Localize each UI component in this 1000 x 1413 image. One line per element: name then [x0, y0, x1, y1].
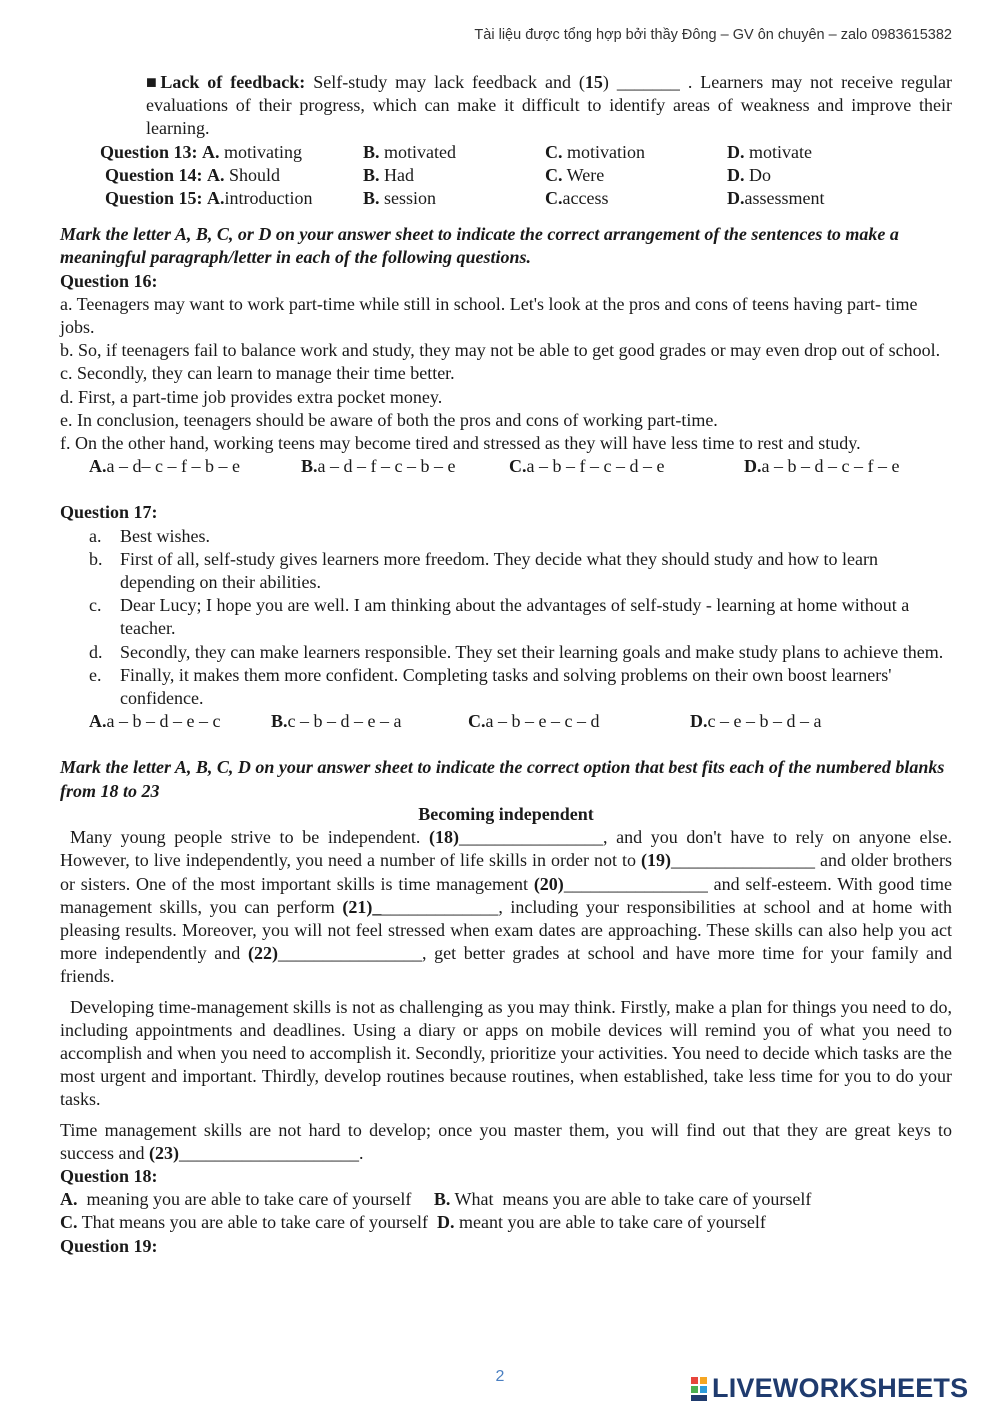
blank-number: (19): [641, 850, 672, 871]
q16-b-letter: B.: [301, 456, 318, 477]
q15-a-letter: A.: [207, 188, 225, 209]
q17-d-letter: D.: [690, 711, 708, 732]
q13-b-letter: B.: [363, 141, 380, 162]
q14-option-d: Do: [744, 164, 771, 185]
page-header: Tài liệu được tổng hợp bởi thầy Đông – GV ôn chuyên – zalo 0983615382: [474, 27, 952, 43]
question-15-label: Question 15:: [105, 188, 203, 209]
q18-option-a: meaning you are able to take care of yourself: [77, 1189, 434, 1210]
q17-option-d: c – e – b – d – a: [707, 711, 822, 732]
q18-c-letter: C.: [60, 1212, 78, 1233]
q17-options: [89, 710, 952, 733]
feedback-text-before: Self-study may lack feedback and (: [305, 72, 585, 92]
passage-text-segment: Many young people strive to be independent.: [70, 827, 429, 848]
q17-label-e: e.: [89, 664, 102, 685]
q13-option-c: motivation: [562, 141, 645, 162]
q13-option-a: motivating: [219, 141, 303, 162]
q17-text-d: Secondly, they can make learners responsible. They set their learning goals and make study plans to achieve them.: [120, 641, 944, 662]
passage-text-segment: ________________ and self-esteem. With good time management skills, you can perform: [60, 873, 953, 917]
q14-option-c: Were: [562, 164, 605, 185]
liveworksheets-logo: [690, 1374, 968, 1404]
q15-option-c: access: [562, 188, 609, 209]
q16-option-b: a – d – f – c – b – e: [317, 456, 456, 477]
question-15-row: [100, 187, 952, 210]
q17-sentence-a: [89, 525, 952, 548]
q16-option-c: a – b – f – c – d – e: [526, 456, 665, 477]
q13-a-letter: A.: [202, 141, 220, 162]
question-19-title: Question 19:: [60, 1235, 158, 1256]
q13-option-b: motivated: [379, 141, 456, 162]
q17-b-letter: B.: [271, 711, 288, 732]
q16-sentence-b: b. So, if teenagers fail to balance work and study, they may not be able to get good grades or may even drop out of school.: [60, 340, 941, 361]
blank-number: (22): [247, 943, 278, 964]
q16-sentence-d: d. First, a part-time job provides extra pocket money.: [60, 386, 443, 407]
liveworksheets-wordmark: LIVEWORKSHEETS: [712, 1373, 969, 1404]
liveworksheets-mark-icon: [690, 1376, 708, 1402]
q15-c-letter: C.: [545, 188, 563, 209]
q15-option-b: session: [379, 188, 437, 209]
q15-option-d: assessment: [744, 188, 825, 209]
q17-text-b: First of all, self-study gives learners more freedom. They decide what they should study and how to learn depending on their abilities.: [120, 548, 878, 593]
q17-text-c: Dear Lucy; I hope you are well. I am thinking about the advantages of self-study - learning at home without a teacher.: [120, 595, 910, 639]
q17-label-c: c.: [89, 595, 102, 616]
q17-option-c: a – b – e – c – d: [485, 711, 600, 732]
question-17-title: Question 17:: [60, 502, 158, 523]
question-16-title: Question 16:: [60, 270, 158, 291]
q18-option-b: What means you are able to take care of yourself: [450, 1189, 812, 1210]
q17-sentence-e: [89, 664, 952, 710]
q17-label-d: d.: [89, 641, 103, 662]
q17-sentence-c: [89, 594, 952, 640]
q14-b-letter: B.: [363, 164, 380, 185]
question-14-row: [100, 164, 952, 187]
q16-sentence-e: e. In conclusion, teenagers should be aware of both the pros and cons of working part-time.: [60, 409, 718, 430]
q13-option-d: motivate: [744, 141, 812, 162]
q17-text-e: Finally, it makes them more confident. Completing tasks and solving problems on their own boost learners' confidence.: [120, 664, 892, 709]
feedback-text-after: ) _______ . Learners may not receive regular evaluations of their progress, which can make it difficult to identify areas of weakness and improve their learning.: [146, 72, 952, 139]
blank-number: (18): [428, 827, 459, 848]
passage-paragraph-3: [60, 1119, 952, 1165]
q13-d-letter: D.: [727, 141, 745, 162]
q14-option-b: Had: [379, 164, 415, 185]
feedback-blank-number: 15: [584, 72, 603, 92]
question-13-label: Question 13:: [100, 141, 198, 162]
passage-title: Becoming independent: [418, 803, 594, 824]
q18-b-letter: B.: [433, 1189, 451, 1210]
q15-option-a: introduction: [224, 188, 313, 209]
q14-d-letter: D.: [727, 164, 745, 185]
q16-option-d: a – b – d – c – f – e: [761, 456, 900, 477]
blank-23-number: (23): [148, 1142, 179, 1163]
q17-option-a: a – b – d – e – c: [106, 711, 221, 732]
q14-a-letter: A.: [207, 164, 225, 185]
q16-c-letter: C.: [509, 456, 527, 477]
q17-sentence-b: [89, 548, 952, 594]
passage-text-segment: ________________, get better grades at school and have more time for your family and friends.: [60, 943, 952, 987]
q18-line-2: [60, 1211, 952, 1234]
q18-option-d: meant you are able to take care of yourself: [454, 1212, 766, 1233]
p3-text-before: Time management skills are not hard to develop; once you master them, you will find out that they are great keys to success and: [60, 1119, 952, 1163]
q14-option-a: Should: [224, 164, 281, 185]
q16-a-letter: A.: [89, 456, 107, 477]
feedback-paragraph: [146, 71, 952, 141]
arrangement-instruction: Mark the letter A, B, C, or D on your answer sheet to indicate the correct arrangement of the sentences to make a meaningful paragraph/letter in each of the following questions.: [60, 224, 899, 268]
passage-paragraph-1: [60, 826, 952, 988]
question-13-row: [100, 141, 952, 164]
q16-options: [89, 455, 952, 478]
blanks-instruction: Mark the letter A, B, C, D on your answer sheet to indicate the correct option that best fits each of the numbered blanks from 18 to 23: [60, 757, 945, 801]
q17-c-letter: C.: [468, 711, 486, 732]
blank-number: (21)_: [342, 896, 382, 917]
q14-c-letter: C.: [545, 164, 563, 185]
q18-option-c: That means you are able to take care of yourself: [77, 1212, 438, 1233]
q17-label-a: a.: [89, 525, 102, 546]
q16-d-letter: D.: [744, 456, 762, 477]
question-18-title: Question 18:: [60, 1165, 158, 1186]
q17-text-a: Best wishes.: [120, 525, 210, 546]
blank-number: (20): [533, 873, 564, 894]
q16-sentence-c: c. Secondly, they can learn to manage their time better.: [60, 363, 455, 384]
q16-sentence-f: f. On the other hand, working teens may become tired and stressed as they will have less time to rest and study.: [60, 433, 861, 454]
q16-option-a: a – d– c – f – b – e: [106, 456, 240, 477]
q18-line-1: [60, 1188, 952, 1211]
q18-d-letter: D.: [437, 1212, 455, 1233]
q15-d-letter: D.: [727, 188, 745, 209]
q17-a-letter: A.: [89, 711, 107, 732]
q15-b-letter: B.: [363, 188, 380, 209]
page-number: 2: [495, 1368, 505, 1385]
feedback-label: ■Lack of feedback:: [146, 72, 306, 92]
questions-13-15-table: [100, 141, 952, 211]
worksheet-content: [60, 71, 952, 1258]
q17-label-b: b.: [89, 548, 103, 569]
passage-text-segment: ________________ and older brothers or sisters. One of the most important skills is time management: [60, 850, 952, 894]
p3-text-after: ____________________.: [178, 1142, 364, 1163]
q13-c-letter: C.: [545, 141, 563, 162]
passage-text-segment: ________________, and you don't have to rely on anyone else. However, to live independently, you need a number of life skills in order not to: [60, 827, 952, 871]
passage-paragraph-2: Developing time-management skills is not as challenging as you may think. Firstly, make a plan for things you need to do, including appointments and deadlines. Using a diary or apps on mobile devices will remind you of what you need to accomplish and when you need to accomplish it. Secondly, prioritize your activities. You need to decide which tasks are the most urgent and important. Thirdly, develop routines because routines, when established, take less time for you to do your tasks.: [60, 996, 952, 1110]
q17-sentence-list: [89, 525, 952, 711]
q17-option-b: c – b – d – e – a: [287, 711, 402, 732]
q16-sentence-a: a. Teenagers may want to work part-time while still in school. Let's look at the pros and cons of teens having part- time jobs.: [60, 293, 918, 338]
q17-sentence-d: [89, 641, 952, 664]
question-14-label: Question 14:: [105, 164, 203, 185]
q18-a-letter: A.: [60, 1189, 78, 1210]
passage-text-segment: _____________, including your responsibilities at school and at home with pleasing results. Moreover, you will not feel stressed when exam dates are approaching. These skills can also help you act more independently and: [60, 896, 952, 964]
